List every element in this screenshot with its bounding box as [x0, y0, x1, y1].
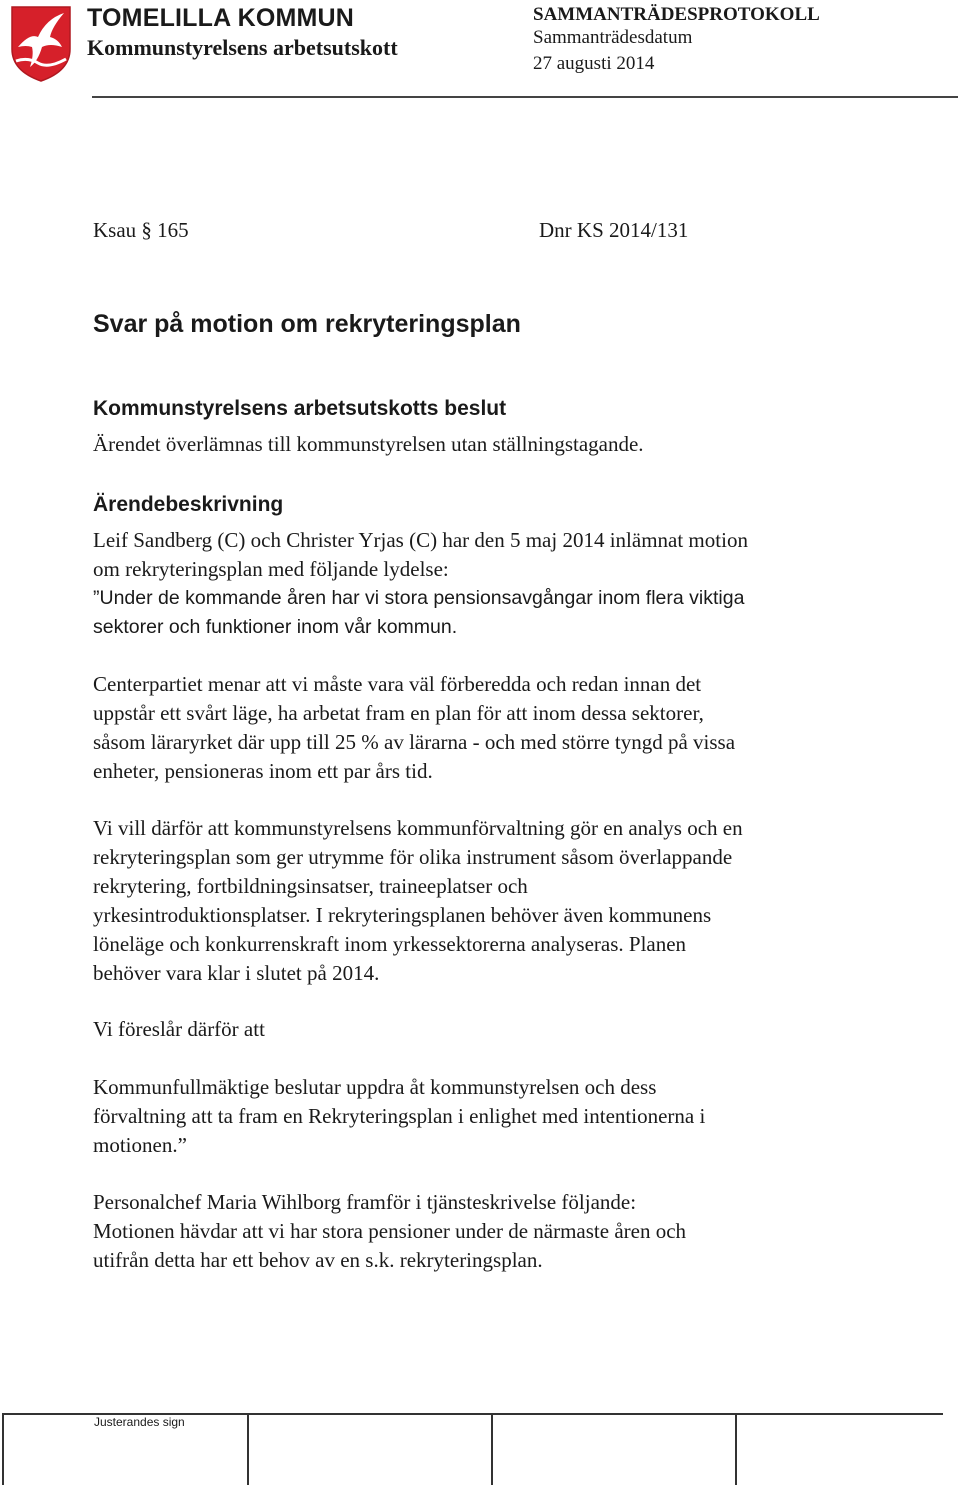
signature-box-border — [735, 1413, 737, 1485]
description-heading: Ärendebeskrivning — [93, 493, 284, 516]
quote-line: ”Under de kommande åren har vi stora pensionsavgångar inom flera viktiga — [93, 587, 745, 609]
paragraph-line: rekrytering, fortbildningsinsatser, traineeplatser och — [93, 874, 528, 898]
header-divider — [92, 96, 958, 98]
paragraph-line: Centerpartiet menar att vi måste vara väl förberedda och redan innan det — [93, 672, 702, 696]
case-paragraph-reference: Ksau § 165 — [93, 218, 189, 242]
council-decision-paragraph — [93, 1073, 893, 1160]
proposal-paragraph — [93, 814, 893, 988]
paragraph-line: uppstår ett svårt läge, ha arbetat fram en plan för att inom dessa sektorer, — [93, 701, 704, 725]
diary-number: Dnr KS 2014/131 — [539, 218, 689, 242]
paragraph-line: såsom läraryrket där upp till 25 % av lärarna - och med större tyngd på vissa — [93, 730, 736, 754]
paragraph-line: förvaltning att ta fram en Rekryteringsplan i enlighet med intentionerna i — [93, 1104, 706, 1128]
decision-text: Ärendet överlämnas till kommunstyrelsen utan ställningstagande. — [93, 432, 644, 456]
quote-line: sektorer och funktioner inom vår kommun. — [93, 616, 458, 638]
coat-of-arms-icon — [8, 3, 74, 83]
paragraph-line: utifrån detta har ett behov av en s.k. rekryteringsplan. — [93, 1248, 543, 1272]
paragraph-line: Personalchef Maria Wihlborg framför i tjänsteskrivelse följande: — [93, 1190, 637, 1214]
hr-manager-paragraph — [93, 1188, 893, 1275]
organization-name: TOMELILLA KOMMUN — [87, 4, 355, 32]
paragraph-line: Vi vill därför att kommunstyrelsens kommunförvaltning gör en analys och en — [93, 816, 743, 840]
signature-box-border — [491, 1413, 493, 1485]
signature-box-border — [247, 1413, 249, 1485]
paragraph-line: Kommunfullmäktige beslutar uppdra åt kommunstyrelsen och dess — [93, 1075, 657, 1099]
paragraph-line: Leif Sandberg (C) och Christer Yrjas (C) har den 5 maj 2014 inlämnat motion — [93, 528, 748, 552]
protocol-title: SAMMANTRÄDESPROTOKOLL — [533, 4, 820, 25]
meeting-date-label: Sammanträdesdatum — [533, 27, 693, 48]
initials-label: Justerandes sign — [94, 1415, 185, 1429]
paragraph-line: om rekryteringsplan med följande lydelse: — [93, 557, 449, 581]
we-propose-line: Vi föreslår därför att — [93, 1017, 265, 1041]
decision-heading: Kommunstyrelsens arbetsutskotts beslut — [93, 397, 507, 420]
paragraph-line: yrkesintroduktionsplatser. I rekryteringsplanen behöver även kommunens — [93, 903, 712, 927]
meeting-date-value: 27 augusti 2014 — [533, 53, 655, 74]
centre-party-paragraph — [93, 670, 893, 786]
paragraph-line: löneläge och konkurrenskraft inom yrkessektorerna analyseras. Planen — [93, 932, 687, 956]
signature-footer — [2, 1413, 945, 1485]
paragraph-line: motionen.” — [93, 1133, 187, 1157]
paragraph-line: enheter, pensioneras inom ett par års tid. — [93, 759, 433, 783]
paragraph-line: rekryteringsplan som ger utrymme för olika instrument såsom överlappande — [93, 845, 733, 869]
document-title: Svar på motion om rekryteringsplan — [93, 310, 521, 338]
paragraph-line: behöver vara klar i slutet på 2014. — [93, 961, 380, 985]
paragraph-line: Motionen hävdar att vi har stora pensioner under de närmaste åren och — [93, 1219, 687, 1243]
organization-subunit: Kommunstyrelsens arbetsutskott — [87, 35, 398, 60]
motion-intro-paragraph — [93, 526, 893, 642]
signature-box-border — [2, 1413, 4, 1485]
